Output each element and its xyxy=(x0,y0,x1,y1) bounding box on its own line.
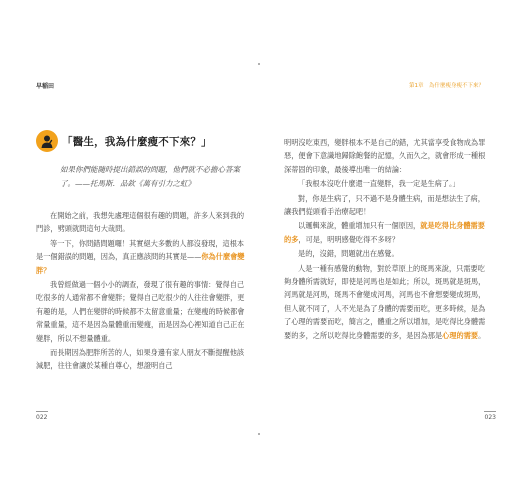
paragraph-text: 人是一種有感覺的動物，對於草原上的斑馬來說，只需要吃夠身體所需就好，即使是河馬也是如此；所以，斑馬就是斑馬，河馬就是河馬，斑馬不會變成河馬，河馬也不會想要變成斑馬，但人就不同了，人不光是為了身體的需要而吃，更多時候，是為了心理的需要而吃，簡言之，體重之所以增加，是吃得比身體需要的多，之所以吃得比身體需要的多，是因為那是 xyxy=(284,263,486,340)
paragraph: 「我根本沒吃什麼還一直變胖，我一定是生病了。」 xyxy=(298,179,460,189)
right-page xyxy=(260,0,520,500)
paragraph: 是的，沒錯，問題就出在感覺。 xyxy=(298,249,399,259)
highlight-text: 你為什麼會變胖？ xyxy=(36,252,245,275)
paragraph xyxy=(284,262,492,342)
paragraph-text: 等一下，你問錯問題囉！其實絕大多數的人都沒發現，這根本是一個錯誤的問題，因為，真正應該問的其實是—— xyxy=(36,238,245,262)
page-number-rule xyxy=(484,411,496,412)
paragraph: 我曾經做過一個小小的調查，發現了很有趣的事情：覺得自己吃很多的人通常都不會變胖；覺得自己吃很少的人往往會變胖，更有趣的是，人們在變胖的時候都不太留意重量；在變瘦的時候都會常量重量，這不是因為量體重而變瘦，而是因為心裡知道自己正在變胖，所以不想量體重。 xyxy=(36,280,245,343)
page-title: 「醫生，我為什麼瘦不下來？」 xyxy=(62,135,212,148)
paragraph xyxy=(284,219,492,246)
page-number-left: 022 xyxy=(36,414,48,421)
epigraph-quote: 如果你們能隨時提出錯誤的問題，他們就不必擔心答案了。——托馬斯．品欽《萬有引力之虹》 xyxy=(60,165,240,188)
paragraph-text: 以邏輯來說，體重增加只有一個原因， xyxy=(298,221,421,231)
highlight-text: 就是吃得比身體需要的多 xyxy=(284,221,485,244)
paragraph xyxy=(36,237,246,277)
paragraph: 對，你是生病了，只不過不是身體生病，而是想法生了病，讓我們從頭看手治療起吧！ xyxy=(284,193,485,217)
paragraph: 而長期因為肥胖所苦的人，如果身邊有家人朋友不斷提醒他該減肥，往往會讓於某種自尊心，想證明自己 xyxy=(36,348,245,371)
chapter-title-block xyxy=(36,129,212,153)
running-head-right: 第1章 為什麼瘦身瘦不下來？ xyxy=(408,83,484,89)
highlight-text: 心理的需要 xyxy=(442,330,479,340)
paragraph-text: 。 xyxy=(478,330,486,340)
paragraph: 在開始之前，我想先處理這個很有趣的問題，許多人來到我的門診，劈頭就問這句大哉問。 xyxy=(36,211,245,234)
thinking-person-icon xyxy=(36,130,58,152)
right-body-text xyxy=(284,136,492,342)
page-number-rule xyxy=(36,411,48,412)
paragraph: 明明沒吃東西，變胖根本不是自己的錯，尤其當享受食物成為罪惡，便會下意識地歸除飽餐的記憶，久而久之，就會形成一種根深蒂固的印象，最後導出唯一的結論： xyxy=(284,138,486,174)
running-head-left: 早稲田 xyxy=(36,83,55,90)
page-number-right: 023 xyxy=(484,414,496,421)
paragraph-text: ，可是，明明感覺吃得不多呀？ xyxy=(298,234,400,244)
left-body-text xyxy=(36,209,246,373)
